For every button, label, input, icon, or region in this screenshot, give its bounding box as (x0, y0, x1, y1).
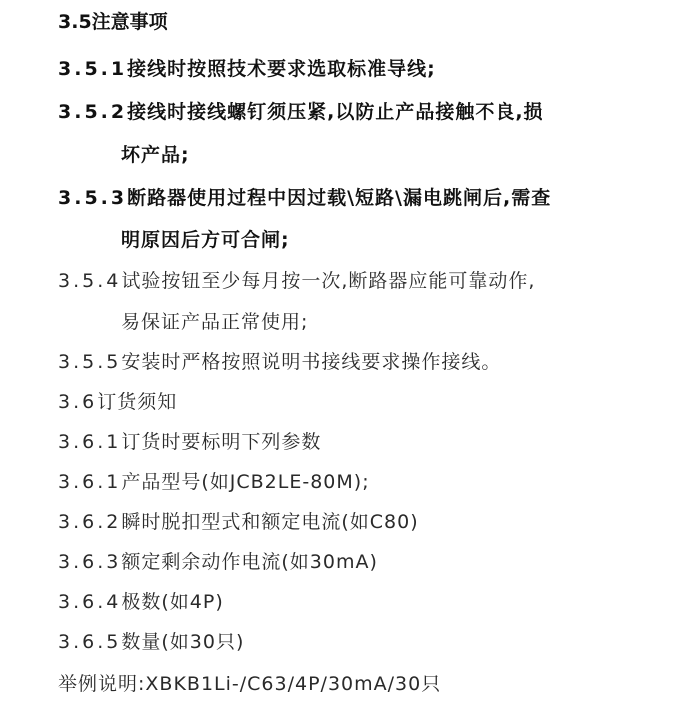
item-number: 3.5.1 (58, 58, 128, 80)
item-text: 额定剩余动作电流(如30mA) (121, 551, 378, 573)
section-3-6-heading (58, 389, 177, 415)
item-number: 3.6.1 (58, 431, 122, 453)
item-number: 3.6.5 (58, 631, 122, 653)
section-3-5-heading: 3.5注意事项 (58, 11, 168, 33)
note-3-5-3 (58, 185, 551, 211)
item-text: 瞬时脱扣型式和额定电流(如C80) (121, 511, 419, 533)
item-text: 订货时要标明下列参数 (121, 431, 322, 453)
item-number: 3.5.4 (58, 270, 122, 292)
item-number: 3.6.3 (58, 551, 122, 573)
note-3-5-2 (58, 99, 544, 125)
item-number: 3.6.4 (58, 591, 122, 613)
item-text: 接线时接线螺钉须压紧,以防止产品接触不良,损 (127, 101, 544, 123)
note-3-5-4 (58, 268, 535, 294)
item-text: 断路器使用过程中因过载\短路\漏电跳闸后,需查 (127, 187, 552, 209)
item-number: 3.6.1 (58, 471, 122, 493)
section-number: 3.6 (58, 391, 98, 413)
item-number: 3.5.3 (58, 187, 128, 209)
item-text: 安装时严格按照说明书接线要求操作接线。 (121, 351, 502, 373)
item-text: 试验按钮至少每月按一次,断路器应能可靠动作, (121, 270, 536, 292)
item-text: 接线时按照技术要求选取标准导线; (127, 58, 436, 80)
item-number: 3.5.2 (58, 101, 128, 123)
param-quantity (58, 629, 244, 655)
note-3-5-5 (58, 349, 501, 375)
item-number: 3.5.5 (58, 351, 122, 373)
param-residual-current (58, 549, 378, 575)
example-value: XBKB1Li-/C63/4P/30mA/30只 (145, 673, 442, 695)
item-text: 产品型号(如JCB2LE-80M); (121, 471, 370, 493)
note-3-5-1 (58, 56, 436, 82)
example-label: 举例说明: (58, 673, 146, 695)
note-3-5-3-continuation: 明原因后方可合闸; (121, 229, 290, 251)
param-poles (58, 589, 224, 615)
section-title: 订货须知 (97, 391, 178, 413)
note-3-5-2-continuation: 坏产品; (121, 144, 190, 166)
param-product-model (58, 469, 370, 495)
item-text: 数量(如30只) (121, 631, 245, 653)
param-trip-type-current (58, 509, 419, 535)
ordering-intro (58, 429, 321, 455)
item-number: 3.6.2 (58, 511, 122, 533)
item-text: 极数(如4P) (121, 591, 224, 613)
order-example (58, 671, 441, 697)
note-3-5-4-continuation: 易保证产品正常使用; (121, 311, 309, 333)
